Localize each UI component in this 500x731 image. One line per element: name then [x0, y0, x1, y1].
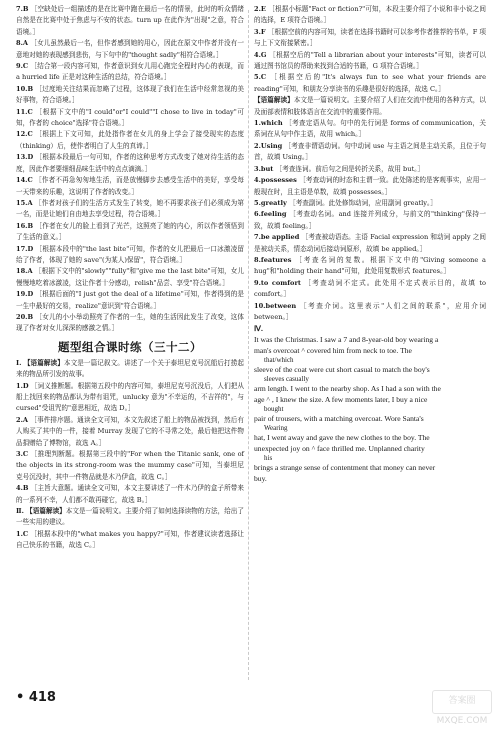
- answer-item: [16, 221, 244, 244]
- answer-explanation: ［推理判断题。根据第三段中的"For when the Titanic sank, one of the objects in its strong-room was the mummy case"可知，当泰坦尼克号沉没时，其中一件物品就是木乃伊盒，故选 C。］: [16, 450, 244, 481]
- answer-explanation: ［考查动词的时态和主谓一致。此处陈述的是客观事实，应用一般现在时，且主语是单数，故填 possesses。］: [254, 176, 486, 196]
- essay-correction: sleeves casually: [264, 375, 309, 384]
- answer-key: Ⅱ.: [16, 507, 27, 516]
- answer-key: 2.A: [16, 415, 31, 424]
- answer-explanation: ［考查非谓语动词。句中动词 use 与主语之间是主动关系，且位于句首，故填 Using。］: [254, 141, 486, 162]
- essay-line: [254, 432, 486, 443]
- answer-key: 3.F: [254, 27, 268, 36]
- answer-explanation: ［根据后面的"I just got the deal of a lifetime"可知，作者得到的是一生中最好的交易，realize"意识到"符合语境。］: [16, 290, 244, 310]
- answer-item: [254, 175, 486, 198]
- passage-tag: 【语篇解读】: [26, 507, 66, 516]
- answer-item: [16, 129, 244, 152]
- answer-item: [16, 289, 244, 312]
- answer-item: [254, 232, 486, 255]
- answer-item: [16, 152, 244, 175]
- essay-line: [254, 473, 486, 484]
- essay-line: [254, 462, 486, 473]
- answer-item: [254, 4, 486, 27]
- answer-explanation: ［考查副词。此处修饰动词，应用副词 greatly。］: [289, 198, 437, 207]
- answer-explanation: 本文是一篇记叙文。讲述了一个关于泰坦尼克号沉船后打捞起来的物品所引发的故事。: [16, 358, 244, 379]
- answer-key: 1.which: [254, 119, 286, 128]
- answer-list-right-mid: [254, 118, 486, 323]
- answer-item: [254, 72, 486, 95]
- answer-explanation: ［作者在女儿的脸上看到了光芒，这照亮了她的内心，所以作者领悟到了生活的意义。］: [16, 221, 245, 242]
- answer-key: 3.C: [16, 450, 31, 459]
- answer-explanation: ［考查被动语态。主语 Facial expression 和动词 apply 之间是被动关系，情态动词后接动词原形，故填 be applied。］: [254, 233, 487, 253]
- answer-explanation: ［考查动词不定式。此处用不定式表示目的，故填 to comfort。］: [254, 278, 487, 299]
- essay-heading: Ⅳ.: [254, 324, 263, 334]
- answer-key: 11.C: [16, 107, 36, 116]
- answer-explanation: ［根据本段最后一句可知，作者的这种思考方式改变了她对待生活的态度，因此作者要细细品味生活中的点点滴滴。］: [16, 153, 244, 173]
- answer-list-left-bottom: [16, 358, 244, 552]
- answer-item: [16, 506, 244, 529]
- answer-item: [254, 255, 486, 278]
- answer-item: [16, 107, 244, 130]
- essay-line: [254, 364, 486, 383]
- page-number: • 418: [16, 690, 56, 705]
- answer-item: [16, 266, 244, 289]
- answer-key: 1.D: [16, 381, 31, 390]
- answer-item: [254, 141, 486, 164]
- essay-line-text: brings a strange sense of contentment that money can never: [254, 463, 436, 473]
- answer-item: [16, 175, 244, 198]
- essay-line-text: sleeve of the coat were cut short casual to match the boy's: [254, 365, 430, 375]
- answer-item: [16, 38, 244, 61]
- answer-explanation: ［根据本段中的"what makes you happy?"可知，作者建议读者选择让自己快乐的书籍，故选 C。］: [16, 529, 244, 550]
- answer-explanation: ［考查动名词。and 连接并列成分，与前文的"thinking"保持一致，故填 feeling。］: [254, 210, 486, 230]
- answer-item: [254, 118, 486, 141]
- answer-item: [254, 278, 486, 301]
- answer-explanation: ［女儿的小小举动照亮了作者的一生，她的生活因此发生了改变，这体现了作者对女儿深深的感激之情。］: [16, 312, 245, 333]
- essay-line: [254, 394, 486, 413]
- answer-item: [16, 198, 244, 221]
- answer-explanation: ［空缺处后一组描述的是在比赛中跑在最后一名的情景，此时的听众情绪自然是在比赛中处于焦虑与不安的状态。turn up 在此作为"出现"之意，符合语境。］: [16, 5, 244, 36]
- answer-key: 13.D: [16, 153, 36, 162]
- passage-intro: [254, 95, 486, 118]
- answer-explanation: ［考查名词的复数。根据下文中的"Giving someone a hug"和"holding their hand"可知，此处用复数形式 features。］: [254, 255, 486, 276]
- essay-line-text: It was the Christmas. I saw a 7 and 8-year-old boy wearing a: [254, 335, 439, 345]
- passage-tag: 【语篇解读】: [254, 96, 294, 105]
- essay-correction: Wearing: [264, 424, 288, 433]
- answer-item: [16, 529, 244, 552]
- answer-item: [16, 61, 244, 84]
- answer-explanation: ［根据本段中的"the last bite"可知，作者的女儿把最后一口冰激凌留给了作者，体现了她的 save"(为某人)保留"，符合语境。］: [16, 244, 244, 264]
- answer-explanation: ［事件排序题。通读全文可知，本文先叙述了船上的物品被找到，然后有人购买了其中的一件，接着 Murray 发现了它的不寻常之处，最后他把这件物品捐赠给了博物馆，故选 A。］: [16, 415, 245, 447]
- answer-key: 2.E: [254, 5, 269, 13]
- section-title: 题型组合课时练（三十二）: [58, 339, 202, 354]
- passage-tag: 【语篇解读】: [23, 358, 64, 367]
- answer-item: [16, 381, 244, 415]
- answer-explanation: ［过度地关注结果而忽略了过程，这体现了我们在生活中经常忽视的美好事物，符合语境。］: [16, 84, 245, 105]
- answer-key: 10.B: [16, 84, 36, 93]
- answer-list-right-top: [254, 4, 486, 95]
- essay-line: [254, 334, 486, 345]
- essay-line-text: man's overcoat ^ covered him from neck to toe. The: [254, 346, 412, 356]
- answer-item: [16, 483, 244, 506]
- essay-line: [254, 413, 486, 432]
- essay-line-text: unexpected joy on ^ face thrilled me. Unplanned charity: [254, 444, 425, 454]
- essay-line: [254, 443, 486, 462]
- column-divider: [248, 10, 249, 680]
- essay-line: [254, 345, 486, 364]
- essay-line-text: age ^ , I knew the size. A few moments later, I buy a nice: [254, 395, 428, 405]
- answer-explanation: ［根据空后的"It's always fun to see what your friends are reading"可知，和朋友分享读书的乐趣是很好的选择，故选 C。］: [254, 73, 486, 93]
- essay-line-text: buy.: [254, 474, 267, 484]
- passage-intro-text: 本文是一篇说明文。主要介绍了人们在交流中使用的各种方式，以及面部表情和肢体语言在交流中的重要作用。: [254, 96, 487, 116]
- answer-item: [254, 198, 486, 209]
- correction-essay: [254, 323, 486, 484]
- essay-line-text: pair of trousers, with a matching overcoat. Wore Santa's: [254, 414, 424, 424]
- answer-explanation: ［考查定语从句。句中的先行词是 forms of communication，关系词在从句中作主语，故用 which。］: [254, 119, 486, 139]
- essay-correction: his: [264, 454, 273, 463]
- answer-key: 4.B: [16, 484, 31, 493]
- answer-item: [254, 301, 486, 324]
- answer-key: 3.but: [254, 164, 276, 173]
- answer-key: 20.B: [16, 312, 36, 321]
- answer-explanation: ［根据下文中的"slowly""fully"和"give me the last bite"可知，女儿慢慢地吃着冰激凌，这让作者十分感动，relish"品尝、享受"符合语境。］: [16, 267, 244, 287]
- answer-key: 9.C: [16, 62, 31, 71]
- answer-key: 4.G: [254, 50, 270, 59]
- answer-item: [16, 449, 244, 483]
- answer-explanation: ［女儿虽然最后一名，但作者感到她的用心，因此在原文中作者并没有一意地对她的表现感到悲伤，与下句中的"thought sadly"相符合语境。］: [16, 39, 245, 59]
- answer-explanation: ［作者对孩子们的生活方式发生了转变，她不再要求孩子们必须成为第一名，而是让她们自由地去享受过程，符合语境。］: [16, 198, 245, 219]
- answer-item: [16, 84, 244, 107]
- answer-explanation: ［根据上下文可知，此处指作者在女儿的身上学会了接受现实的态度（thinking）后，使作者明白了人生的真谛。］: [16, 130, 245, 150]
- answer-item: [16, 4, 244, 38]
- answer-key: 9.to comfort: [254, 278, 305, 287]
- answer-list-left: [16, 4, 244, 335]
- answer-key: 19.D: [16, 290, 36, 299]
- answer-explanation: ［词义推断题。根据第五段中的内容可知，泰坦尼克号沉没后，人们把从船上找回来的物品都认为带有诅咒，unlucky 意为"不幸运的，不吉祥的"，与 cursed"受诅咒的"意思相近，故选 D。］: [16, 381, 244, 413]
- answer-key: 5.C: [254, 73, 271, 82]
- answer-key: 14.C: [16, 176, 36, 185]
- answer-explanation: ［根据小标题"Fact or fiction?"可知，本段主要介绍了小说和非小说之间的选择，E 项符合语境。］: [254, 5, 486, 25]
- answer-key: 7.B: [16, 5, 31, 13]
- answer-key: 17.D: [16, 244, 36, 253]
- answer-key: 5.greatly: [254, 198, 290, 207]
- watermark-logo: 答案圈 MXQE.COM: [432, 690, 492, 714]
- answer-item: [16, 358, 244, 381]
- essay-lines: [254, 334, 486, 484]
- answer-key: 6.feeling: [254, 210, 290, 219]
- answer-explanation: ［结合第一段内容可知，作者意识到女儿用心跑完全程时内心的表现，而 a hurried life 正是对这种生活的总结，符合语境。］: [16, 62, 244, 82]
- answer-explanation: ［考查连词。前后句之间是转折关系，故用 but。］: [275, 164, 425, 173]
- answer-key: 15.A: [16, 198, 36, 207]
- essay-line-text: arm length. I went to the nearby shop. As I had a son with the: [254, 384, 441, 394]
- answer-key: 10.between: [254, 301, 300, 310]
- essay-line-text: hat, I went away and gave the new clothes to the boy. The: [254, 433, 430, 443]
- answer-explanation: ［根据空后的"Tell a librarian about your interests"可知，读者可以通过图书馆员的帮助来找到合适的书籍，G 项符合语境。］: [254, 50, 486, 71]
- answer-item: [254, 27, 486, 50]
- answer-explanation: ［主旨大意题。通读全文可知，本文主要讲述了一件木乃伊的盒子所带来的一系列不幸，人们都不敢再碰它，故选 B。］: [16, 484, 244, 504]
- left-column: [16, 4, 244, 552]
- answer-explanation: ［考查介词。这里表示"人们之间的联系"，应用介词 between。］: [254, 301, 486, 321]
- answer-key: 12.C: [16, 130, 36, 139]
- answer-explanation: ［根据下文中的"I could"or"I could""I chose to live in today"可知，作者的 choice"选择"符合语境。］: [16, 107, 245, 128]
- answer-key: 4.possesses: [254, 176, 300, 185]
- answer-item: [16, 244, 244, 267]
- essay-correction: that/which: [264, 356, 294, 365]
- essay-line: [254, 383, 486, 394]
- answer-item: [16, 312, 244, 335]
- answer-explanation: ［根据空前的内容可知，读者在选择书籍时可以参考作者推荐的书单，F 项与上下文衔接紧密。］: [254, 27, 486, 48]
- essay-correction: bought: [264, 405, 284, 414]
- answer-item: [254, 164, 486, 175]
- answer-key: 8.A: [16, 39, 31, 48]
- answer-explanation: ［作者不再急匆匆地生活，而是放慢脚步去感受生活中的美好，享受每一天带来的乐趣，这说明了作者的改变。］: [16, 176, 245, 196]
- answer-key: 18.A: [16, 267, 35, 276]
- answer-key: 2.Using: [254, 141, 285, 150]
- answer-item: [254, 50, 486, 73]
- answer-item: [16, 415, 244, 449]
- answer-key: 8.features: [254, 255, 296, 264]
- answer-key: 1.C: [16, 529, 31, 538]
- answer-key: Ⅰ.: [16, 358, 24, 367]
- answer-explanation: 本文是一篇说明文。主要介绍了如何选择读物的方法，给出了一些实用的建议。: [16, 507, 245, 527]
- answer-key: 7.be applied: [254, 233, 302, 242]
- right-column: [254, 4, 486, 484]
- answer-item: [254, 209, 486, 232]
- answer-key: 16.B: [16, 221, 36, 230]
